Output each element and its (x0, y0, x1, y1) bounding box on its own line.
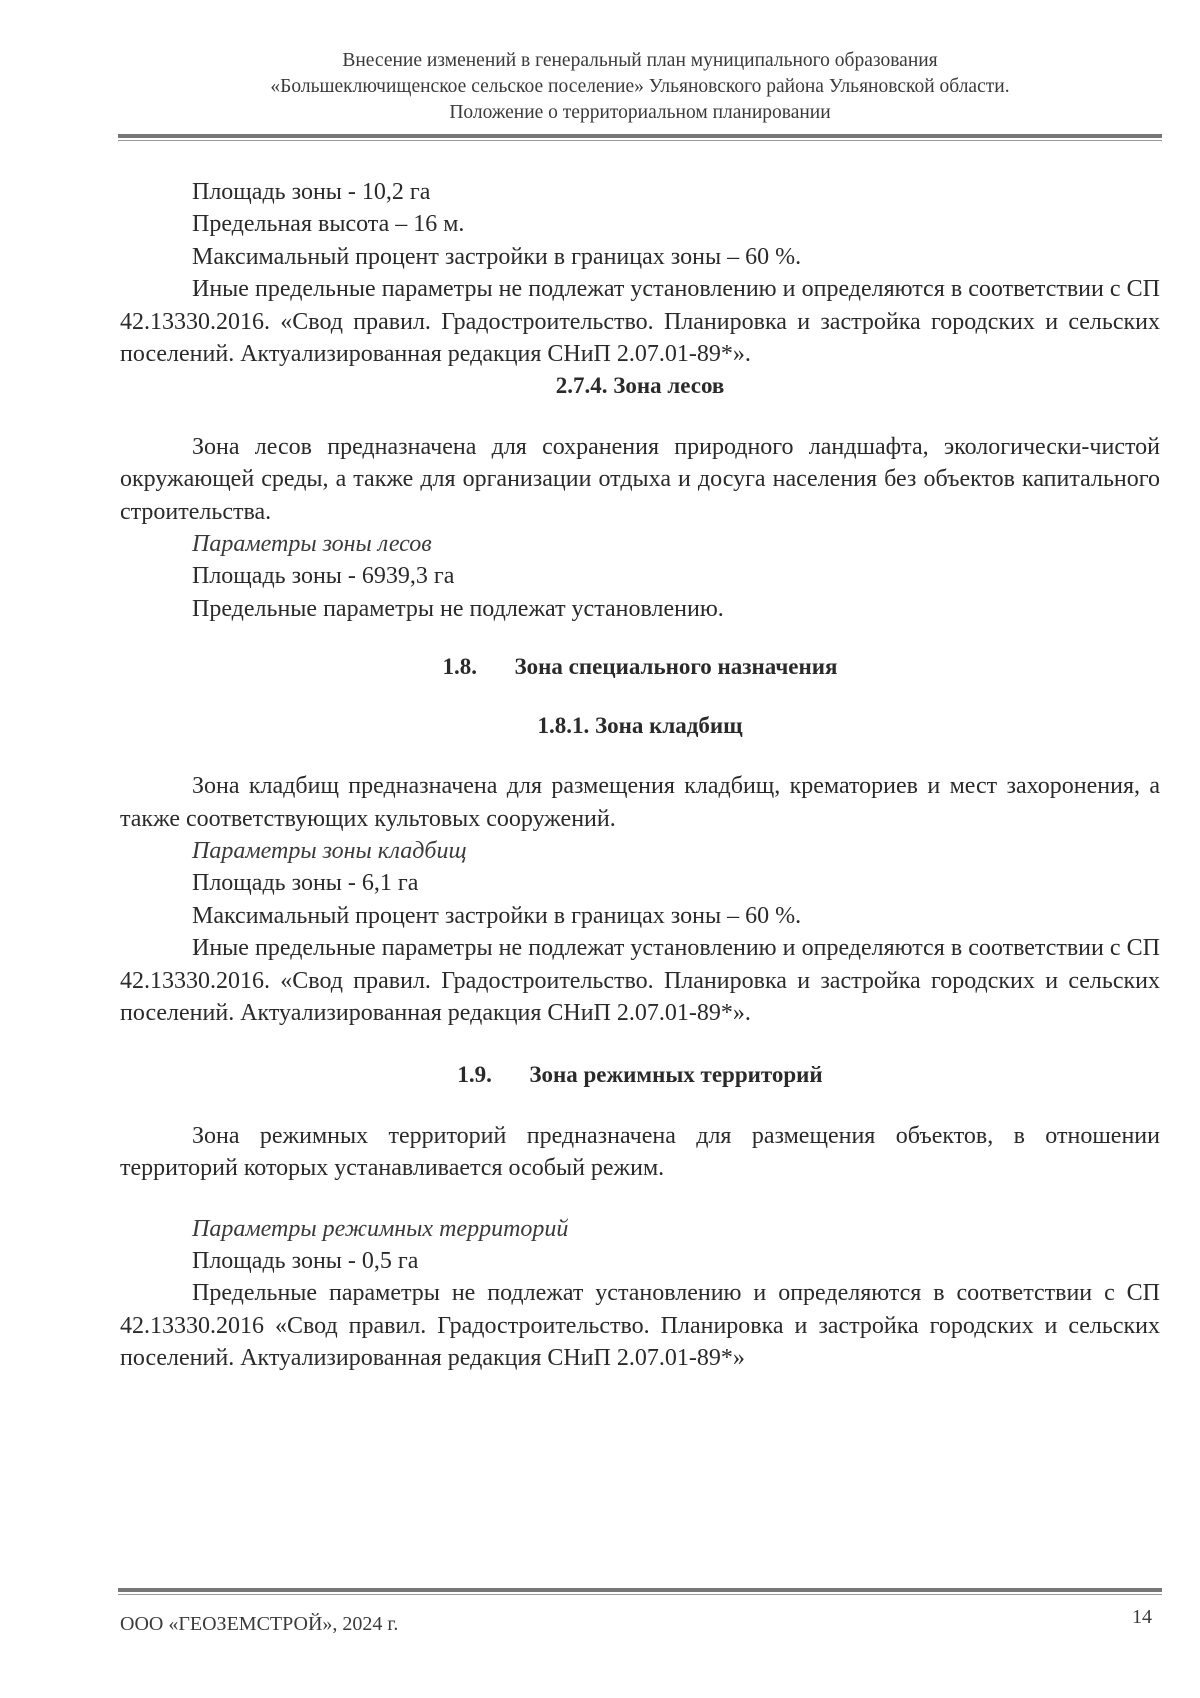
header-divider-thin (118, 140, 1162, 141)
cemetery-max-percent: Максимальный процент застройки в границах зоны – 60 %. (192, 902, 802, 929)
regime-zone-title: Зона режимных территорий (529, 1062, 823, 1088)
regime-description: Зона режимных территорий предназначена для размещения объектов, в отношении территорий которых устанавливается особый режим. (120, 1122, 1160, 1182)
regime-area: Площадь зоны - 0,5 га (192, 1247, 419, 1274)
cemetery-heading: 1.8.1. Зона кладбищ (537, 712, 743, 738)
page-body (120, 176, 1160, 1375)
cemetery-other-params: Иные предельные параметры не подлежат установлению и определяются в соответствии с СП 42.13330.2016. «Свод правил. Градостроительство. Планировка и застройка городских и сельских поселений. Актуализированная редакция СНиП 2.07.01-89*». (120, 935, 1160, 1026)
zone-max-percent: Максимальный процент застройки в границах зоны – 60 %. (192, 243, 802, 270)
cemetery-description: Зона кладбищ предназначена для размещения кладбищ, крематориев и мест захоронения, а также соответствующих культовых сооружений. (120, 773, 1160, 832)
forests-heading: 2.7.4. Зона лесов (555, 373, 725, 399)
special-zone-number: 1.8. (442, 654, 478, 680)
header-divider (118, 134, 1162, 138)
forests-params-title: Параметры зоны лесов (192, 531, 432, 558)
regime-zone-number: 1.9. (457, 1062, 492, 1088)
header-line-3: Положение о территориальном планировании (449, 102, 831, 123)
forests-description: Зона лесов предназначена для сохранения природного ландшафта, экологически-чистой окружающей среды, а также для организации отдыха и досуга населения без объектов капитального строительства. (120, 433, 1160, 525)
cemetery-area: Площадь зоны - 6,1 га (192, 870, 419, 897)
regime-limits: Предельные параметры не подлежат установлению и определяются в соответствии с СП 42.13330.2016 «Свод правил. Градостроительство. Планировка и застройка городских и сельских поселений. Актуализированная редакция СНиП 2.07.01-89*» (120, 1280, 1160, 1372)
zone-other-params: Иные предельные параметры не подлежат установлению и определяются в соответствии с СП 42.13330.2016. «Свод правил. Градостроительство. Планировка и застройка городских и сельских поселений. Актуализированная редакция СНиП 2.07.01-89*». (120, 276, 1160, 368)
forests-limits: Предельные параметры не подлежат установлению. (192, 595, 724, 622)
special-zone-heading (120, 651, 1160, 683)
document-header (120, 48, 1160, 126)
zone-area: Площадь зоны - 10,2 га (192, 179, 431, 205)
footer-company: ООО «ГЕОЗЕМСТРОЙ», 2024 г. (120, 1613, 399, 1635)
header-line-1: Внесение изменений в генеральный план муниципального образования (342, 50, 938, 71)
cemetery-params-title: Параметры зоны кладбищ (192, 837, 467, 864)
footer-divider (118, 1588, 1162, 1592)
footer-divider-thin (118, 1594, 1162, 1595)
header-line-2: «Большеключищенское сельское поселение» Ульяновского района Ульяновской области. (270, 76, 1010, 97)
zone-height: Предельная высота – 16 м. (192, 211, 465, 238)
page-number: 14 (1132, 1606, 1152, 1628)
regime-zone-heading (120, 1059, 1160, 1091)
special-zone-title: Зона специального назначения (514, 654, 838, 680)
forests-area: Площадь зоны - 6939,3 га (192, 563, 455, 590)
regime-params-title: Параметры режимных территорий (192, 1215, 569, 1242)
